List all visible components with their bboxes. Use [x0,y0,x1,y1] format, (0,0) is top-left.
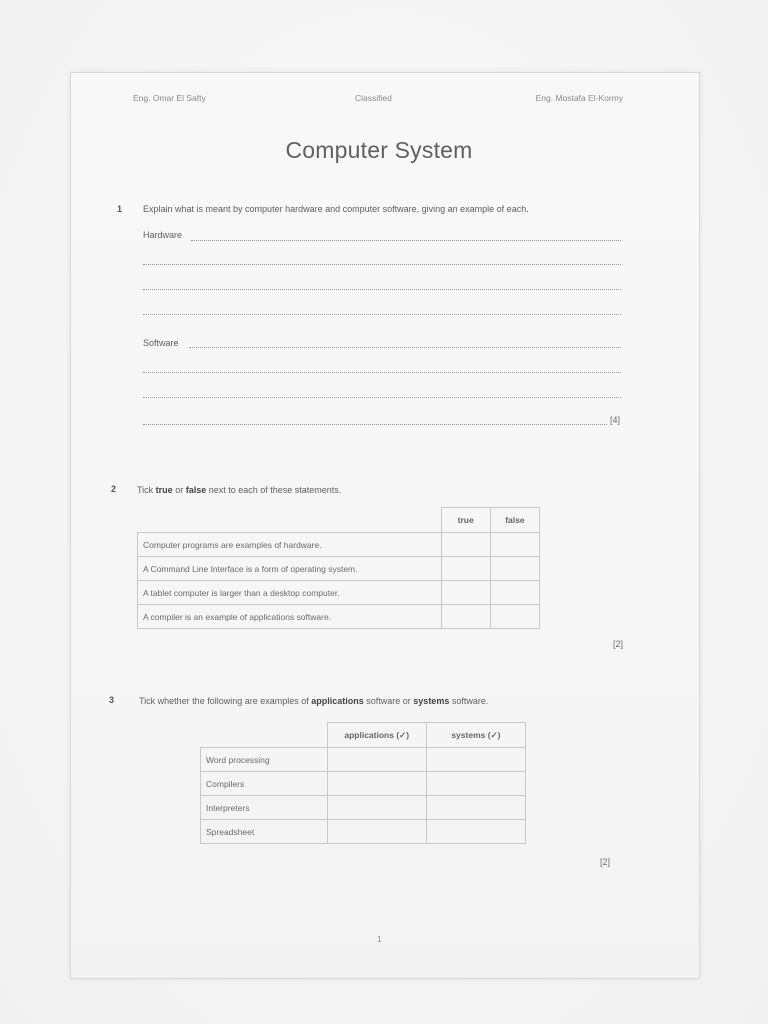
table-row [138,557,540,581]
column-header-systems: systems (✓) [426,723,525,748]
table-row [201,748,526,772]
hardware-answer-line[interactable] [191,240,621,241]
header-author-right: Eng. Mostafa El-Kormy [535,93,623,103]
tick-cell-false[interactable] [490,581,539,605]
tick-cell-false[interactable] [490,533,539,557]
tick-cell-applications[interactable] [327,796,426,820]
question-2-marks: [2] [613,639,624,649]
tick-cell-true[interactable] [441,557,490,581]
column-header-false: false [490,508,539,533]
statement-cell: Computer programs are examples of hardware. [138,533,442,557]
software-name-cell: Word processing [201,748,328,772]
true-false-table [137,507,540,629]
tick-cell-systems[interactable] [426,820,525,844]
question-1-text: Explain what is meant by computer hardware and computer software, giving an example of each. [143,204,529,214]
tick-cell-applications[interactable] [327,772,426,796]
table-row [201,772,526,796]
tick-cell-false[interactable] [490,557,539,581]
software-name-cell: Spreadsheet [201,820,328,844]
tick-cell-true[interactable] [441,581,490,605]
software-name-cell: Compilers [201,772,328,796]
question-3-marks: [2] [600,857,611,867]
question-2-text: Tick true or false next to each of these statements. [137,485,342,495]
tick-cell-systems[interactable] [426,748,525,772]
software-answer-line[interactable] [143,372,621,373]
table-row [138,605,540,629]
hardware-label: Hardware [143,230,183,240]
statement-cell: A tablet computer is larger than a desktop computer. [138,581,442,605]
tick-cell-systems[interactable] [426,772,525,796]
hardware-answer-line[interactable] [143,264,621,265]
page-title: Computer System [285,137,473,163]
tick-cell-false[interactable] [490,605,539,629]
tick-cell-applications[interactable] [327,820,426,844]
worksheet-page [70,72,700,979]
column-header-true: true [441,508,490,533]
page-header [133,93,623,107]
software-type-table [200,722,526,844]
table-row [138,533,540,557]
software-answer-line[interactable] [189,347,621,348]
tick-cell-applications[interactable] [327,748,426,772]
tick-cell-systems[interactable] [426,796,525,820]
question-1-marks: [4] [610,415,621,425]
question-1-number: 1 [117,204,123,214]
software-label: Software [143,338,179,348]
hardware-answer-line[interactable] [143,314,621,315]
table-row [201,820,526,844]
table-row [138,581,540,605]
header-classification: Classified [355,93,392,103]
software-name-cell: Interpreters [201,796,328,820]
header-author-left: Eng. Omar El Safty [133,93,206,103]
page-number: 1 [377,935,382,944]
tick-cell-true[interactable] [441,605,490,629]
question-3-number: 3 [109,695,115,705]
software-answer-line[interactable] [143,397,621,398]
question-2-number: 2 [111,484,117,494]
column-header-applications: applications (✓) [327,723,426,748]
question-3-text: Tick whether the following are examples of applications software or systems software. [139,696,489,706]
hardware-answer-line[interactable] [143,289,621,290]
software-answer-line[interactable] [143,424,607,425]
statement-cell: A compiler is an example of applications software. [138,605,442,629]
statement-cell: A Command Line Interface is a form of operating system. [138,557,442,581]
table-row [201,796,526,820]
tick-cell-true[interactable] [441,533,490,557]
